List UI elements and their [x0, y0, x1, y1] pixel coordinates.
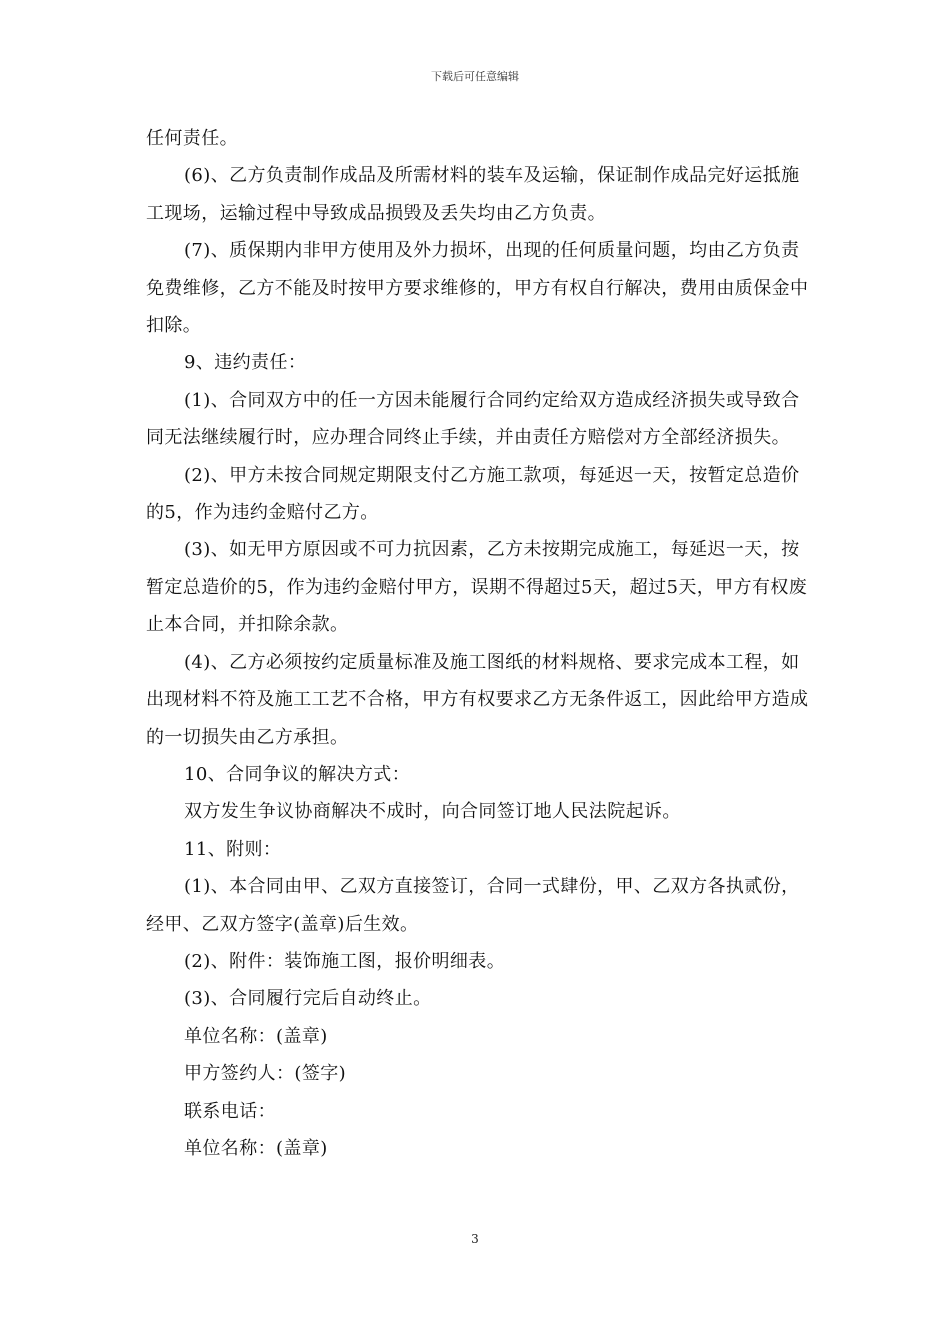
paragraph: (3)、合同履行完后自动终止。 [184, 988, 432, 1010]
paragraph: (3)、如无甲方原因或不可力抗因素，乙方未按期完成施工，每延迟一天，按暂定总造价的5，作为违约金赔付甲方，误期不得超过5天，超过5天，甲方有权废止本合同，并扣除余款。 [146, 539, 808, 636]
signature-field: 单位名称：(盖章) [184, 1025, 328, 1047]
paragraph: (7)、质保期内非甲方使用及外力损坏，出现的任何质量问题，均由乙方负责免费维修，乙方不能及时按甲方要求维修的，甲方有权自行解决，费用由质保金中扣除。 [146, 240, 809, 337]
paragraph: (1)、本合同由甲、乙双方直接签订，合同一式肆份，甲、乙双方各执贰份，经甲、乙双方签字(盖章)后生效。 [146, 876, 800, 935]
paragraph: 任何责任。 [146, 128, 238, 149]
paragraph: (2)、甲方未按合同规定期限支付乙方施工款项，每延迟一天，按暂定总造价的5，作为违约金赔付乙方。 [146, 464, 800, 524]
paragraph: (6)、乙方负责制作成品及所需材料的装车及运输，保证制作成品完好运抵施工现场，运输过程中导致成品损毁及丢失均由乙方负责。 [146, 165, 800, 224]
paragraph: (1)、合同双方中的任一方因未能履行合同约定给双方造成经济损失或导致合同无法继续履行时，应办理合同终止手续，并由责任方赔偿对方全部经济损失。 [146, 389, 800, 449]
signature-field: 甲方签约人：(签字) [184, 1063, 347, 1085]
paragraph: (4)、乙方必须按约定质量标准及施工图纸的材料规格、要求完成本工程，如出现材料不符及施工工艺不合格，甲方有权要求乙方无条件返工，因此给甲方造成的一切损失由乙方承担。 [146, 651, 809, 748]
section-heading: 11、附则： [184, 838, 282, 860]
signature-field: 联系电话： [184, 1100, 276, 1122]
signature-field: 单位名称：(盖章) [184, 1137, 328, 1159]
section-heading: 9、违约责任： [184, 352, 307, 374]
header-note: 下载后可任意编辑 [431, 70, 519, 83]
paragraph: 双方发生争议协商解决不成时，向合同签订地人民法院起诉。 [184, 801, 681, 823]
page-number: 3 [471, 1232, 479, 1246]
paragraph: (2)、附件：装饰施工图，报价明细表。 [184, 950, 506, 972]
section-heading: 10、合同争议的解决方式： [184, 763, 411, 785]
document-body [146, 120, 816, 1167]
